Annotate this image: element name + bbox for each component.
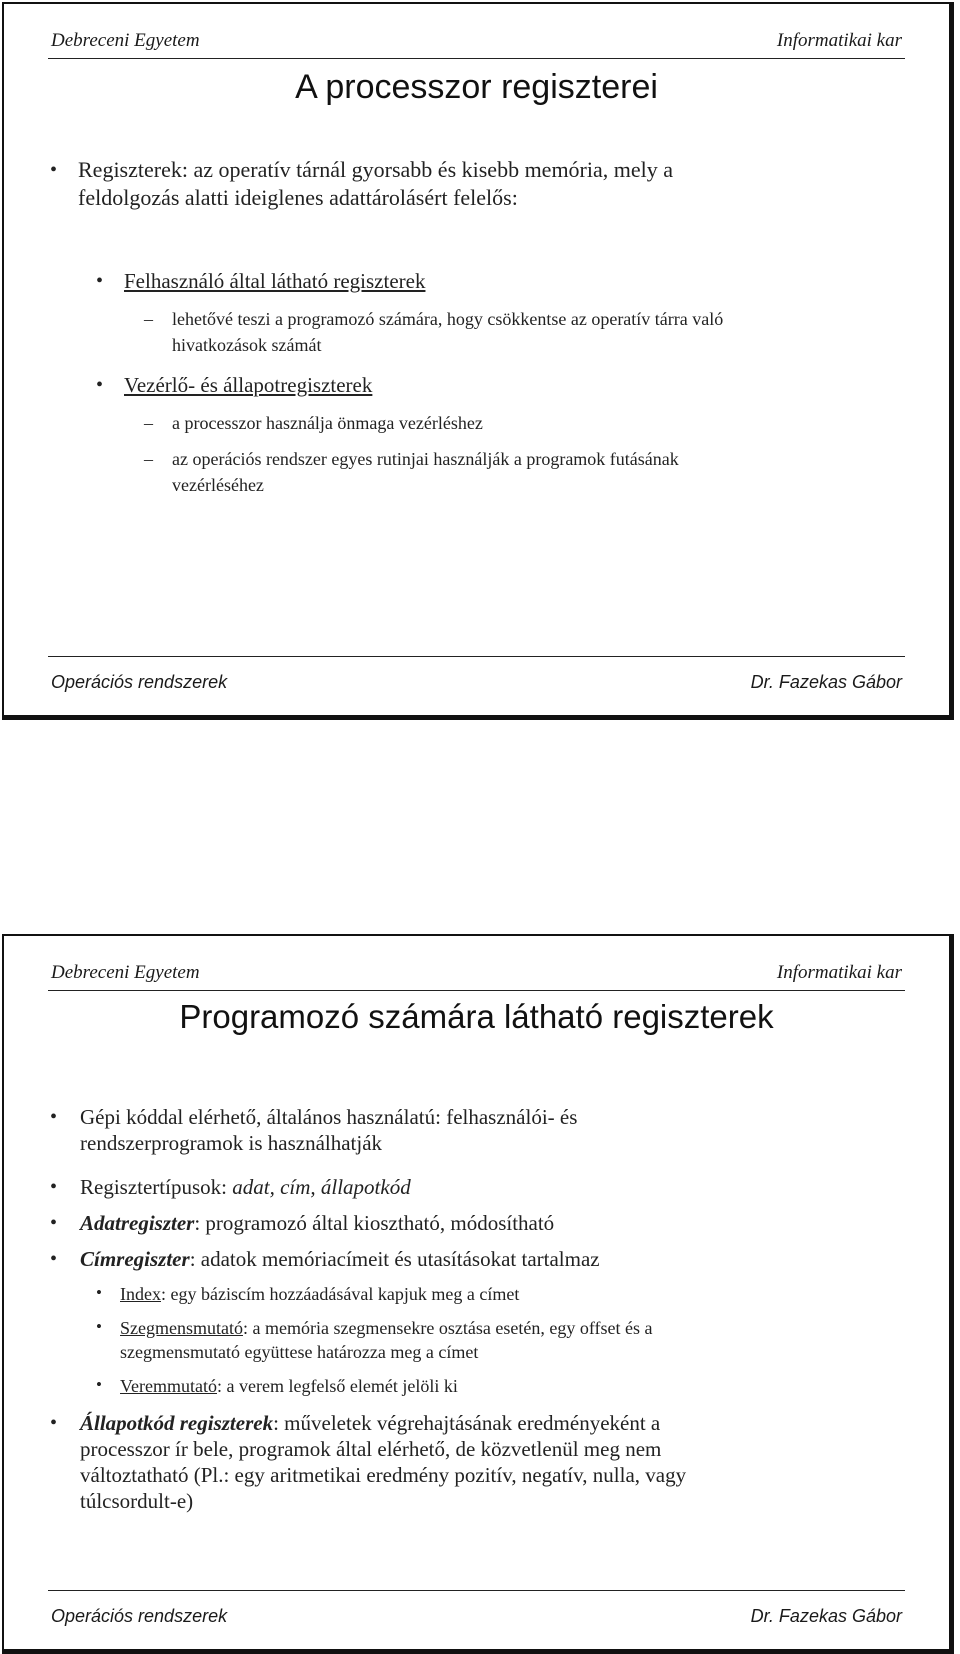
slide-title: A processzor regiszterei <box>295 68 658 106</box>
bullet-icon: • <box>96 1375 102 1394</box>
bullet-icon: • <box>50 1412 58 1434</box>
bullet-icon: • <box>96 1283 102 1302</box>
slide-header <box>48 958 905 991</box>
bullet-icon: • <box>50 1106 58 1128</box>
footer-course: Operációs rendszerek <box>51 672 228 692</box>
sub-user-visible: – lehetővé teszi a programozó számára, hogy csökkentse az operatív tárra való hivatkozások számát <box>144 306 723 358</box>
bullet-user-visible <box>96 268 425 294</box>
footer-author: Dr. Fazekas Gábor <box>750 672 902 692</box>
header-faculty: Informatikai kar <box>776 962 902 983</box>
link-stack-pointer[interactable]: Veremmutató <box>120 1376 217 1396</box>
bullet-icon: • <box>50 1212 58 1234</box>
bullet-icon: • <box>96 1317 102 1336</box>
header-faculty: Informatikai kar <box>776 30 902 51</box>
slide-footer <box>48 656 905 695</box>
bullet-data-register: • Adatregiszter: programozó által kiosztható, módosítható <box>50 1211 555 1235</box>
bullet-address-register: • Címregiszter: adatok memóriacímeit és utasításokat tartalmaz <box>50 1247 600 1271</box>
sub-index: • Index: egy báziscím hozzáadásával kapjuk meg a címet <box>96 1283 520 1304</box>
bullet-icon: • <box>96 270 104 292</box>
bullet-icon: • <box>50 1176 58 1198</box>
bullet-icon: • <box>96 374 104 396</box>
slide-2 <box>2 934 954 1654</box>
slide-footer <box>48 1590 905 1629</box>
footer-course: Operációs rendszerek <box>51 1606 228 1626</box>
sub-control-2: – az operációs rendszer egyes rutinjai használják a programok futásának vezérléséhez <box>144 446 679 498</box>
bullet-control-status <box>96 372 372 398</box>
dash-icon: – <box>144 413 153 433</box>
footer-author: Dr. Fazekas Gábor <box>750 1606 902 1626</box>
header-institution: Debreceni Egyetem <box>51 30 200 51</box>
bullet-text: Regiszterek: az operatív tárnál gyorsabb és kisebb memória, mely a feldolgozás alatti ideiglenes adattárolásért felelős: <box>78 157 674 210</box>
link-segment-pointer[interactable]: Szegmensmutató <box>120 1318 243 1338</box>
dash-icon: – <box>144 309 153 329</box>
link-felhasznalo[interactable]: Felhasználó által látható regiszterek <box>124 269 426 293</box>
bullet-intro <box>50 156 673 212</box>
bullet-icon: • <box>50 1248 58 1270</box>
dash-icon: – <box>144 449 153 469</box>
slide-title: Programozó számára látható regiszterek <box>179 998 774 1035</box>
sub-control-1: – a processzor használja önmaga vezérléshez <box>144 410 483 436</box>
header-institution: Debreceni Egyetem <box>51 962 200 983</box>
slide-header <box>48 26 905 59</box>
bullet-icon: • <box>50 159 58 181</box>
bullet-machine-code: • Gépi kóddal elérhető, általános használatú: felhasználói- és rendszerprogramok is használhatják <box>50 1105 578 1155</box>
bullet-status-register: • Állapotkód regiszterek: műveletek végrehajtásának eredményeként a processzor ír bele, programok által elérhető, de közvetlenül meg nem változtatható (Pl.: egy aritmetikai eredmény pozitív, negatív, nulla, vagy túlcsordult-e) <box>50 1411 687 1513</box>
link-vezerlo[interactable]: Vezérlő- és állapotregiszterek <box>124 373 373 397</box>
link-index[interactable]: Index <box>120 1284 161 1304</box>
sub-segment-pointer: • Szegmensmutató: a memória szegmensekre osztása esetén, egy offset és a szegmensmutató együttese határozza meg a címet <box>96 1317 653 1362</box>
sub-stack-pointer: • Veremmutató: a verem legfelső elemét jelöli ki <box>96 1375 458 1396</box>
slide-1 <box>2 2 954 720</box>
bullet-register-types: • Regisztertípusok: adat, cím, állapotkód <box>50 1175 411 1199</box>
